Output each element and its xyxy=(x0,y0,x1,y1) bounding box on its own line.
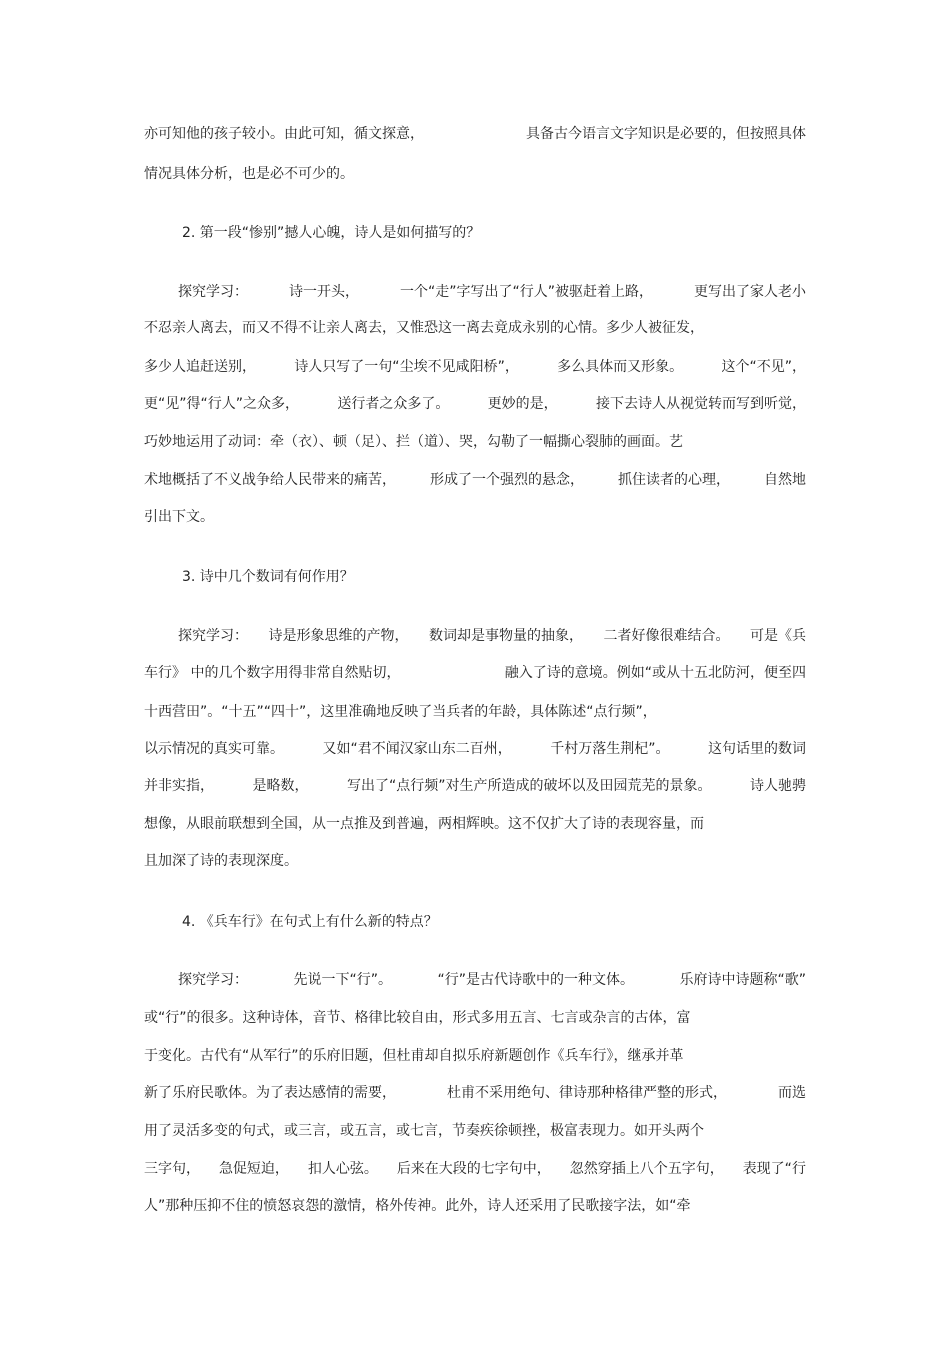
text-line xyxy=(144,739,806,759)
text-segment: 情况具体分析，也是必不可少的。 xyxy=(144,166,354,182)
text-segment: 术地概括了不义战争给人民带来的痛苦， xyxy=(144,472,396,488)
text-segment: 引出下文。 xyxy=(144,509,214,525)
text-segment: 表现了“行 xyxy=(742,1161,806,1177)
text-segment: 二者好像很难结合。 xyxy=(603,628,730,644)
text-segment: 这句话里的数词 xyxy=(707,741,806,757)
text-segment: 接下去诗人从视觉转而写到听觉， xyxy=(596,396,806,412)
text-line xyxy=(178,282,806,302)
text-line xyxy=(144,507,806,527)
text-segment: 此外， xyxy=(445,1198,488,1214)
text-segment: 多少人追赶送别， xyxy=(144,359,256,375)
text-line xyxy=(144,1121,806,1141)
text-line xyxy=(144,357,806,377)
text-segment: 探究学习： xyxy=(178,284,248,300)
text-line xyxy=(144,164,806,184)
text-segment: 自然地 xyxy=(764,472,806,488)
text-segment: 十西营田”。“十五”“四十”，这里准确地反映了当兵者的年龄，具体陈述“点行频”， xyxy=(144,704,657,720)
text-segment: 探究学习： xyxy=(178,628,248,644)
text-segment: 亦可知他的孩子较小。由此可知，循文探意， xyxy=(144,126,424,142)
text-line xyxy=(144,1196,806,1216)
text-line xyxy=(178,970,806,990)
text-segment: 更写出了家人老小 xyxy=(693,284,806,300)
text-line xyxy=(144,124,806,144)
text-segment: 抓住读者的心理， xyxy=(618,472,730,488)
text-segment: 忽然穿插上八个五字句， xyxy=(569,1161,724,1177)
text-line xyxy=(144,432,806,452)
text-line xyxy=(144,663,806,683)
text-segment: 而选 xyxy=(778,1085,806,1101)
text-line xyxy=(178,626,806,646)
text-segment: 巧妙地运用了动词：牵（衣）、顿（足）、拦（道）、哭，勾勒了一幅撕心裂肺的画面。艺 xyxy=(144,434,683,450)
section-heading: 4. 《兵车行》在句式上有什么新的特点？ xyxy=(182,914,438,930)
text-segment: 是略数， xyxy=(252,778,309,794)
text-segment: 形成了一个强烈的悬念， xyxy=(430,472,584,488)
text-segment: 并非实指， xyxy=(144,778,214,794)
text-line xyxy=(144,1046,806,1066)
text-segment: 更“见”得“行人”之众多， xyxy=(144,396,300,412)
text-segment: 先说一下“行”。 xyxy=(293,972,392,988)
text-segment: 可是《兵 xyxy=(750,628,806,644)
text-line xyxy=(144,318,806,338)
text-segment: 或“行”的很多。这种诗体，音节、格律比较自由，形式多用五言、七言或杂言的古体，富 xyxy=(144,1010,691,1026)
text-segment: 诗人驰骋 xyxy=(749,778,806,794)
text-segment: 后来在大段的七字句中， xyxy=(396,1161,551,1177)
text-segment: 扣人心弦。 xyxy=(307,1161,378,1177)
text-segment: 写出了“点行频”对生产所造成的破坏以及田园荒芜的景象。 xyxy=(346,778,712,794)
text-segment: 且加深了诗的表现深度。 xyxy=(144,853,298,869)
text-segment: 多么具体而又形象。 xyxy=(557,359,684,375)
text-line xyxy=(144,851,806,871)
text-segment: 三字句， xyxy=(144,1161,200,1177)
text-segment: 诗人只写了一句“尘埃不见咸阳桥”， xyxy=(294,359,519,375)
text-line xyxy=(144,776,806,796)
text-segment: 乐府诗中诗题称“歌” xyxy=(679,972,806,988)
text-segment: 车行》 中的几个数字用得非常自然贴切， xyxy=(144,665,401,681)
text-segment: 更妙的是， xyxy=(487,396,558,412)
text-line xyxy=(144,1008,806,1028)
text-segment: 急促短迫， xyxy=(218,1161,289,1177)
section-heading: 2. 第一段“惨别”撼人心魄，诗人是如何描写的？ xyxy=(182,225,481,241)
text-segment: 新了乐府民歌体。为了表达感情的需要， xyxy=(144,1085,396,1101)
text-segment: 探究学习： xyxy=(178,972,248,988)
text-segment: 融入了诗的意境。例如“或从十五北防河，便至四 xyxy=(504,665,806,681)
text-line xyxy=(144,1083,806,1103)
text-segment: 具备古今语言文字知识是必要的，但按照具体 xyxy=(526,126,806,142)
text-segment: “行”是古代诗歌中的一种文体。 xyxy=(437,972,634,988)
text-segment: 这个“不见”， xyxy=(721,359,806,375)
text-segment: 送行者之众多了。 xyxy=(337,396,450,412)
text-segment: 想像，从眼前联想到全国，从一点推及到普遍，两相辉映。这不仅扩大了诗的表现容量，而 xyxy=(144,816,704,832)
text-segment: 用了灵活多变的句式，或三言，或五言，或七言，节奏疾徐顿挫，极富表现力。如开头两个 xyxy=(144,1123,704,1139)
text-line xyxy=(144,394,806,414)
text-line xyxy=(144,814,806,834)
text-segment: 以示情况的真实可靠。 xyxy=(144,741,284,757)
section-heading: 3. 诗中几个数词有何作用？ xyxy=(182,569,354,585)
text-segment: 诗是形象思维的产物， xyxy=(268,628,409,644)
text-segment: 千村万落生荆杞”。 xyxy=(550,741,670,757)
text-segment: 诗一开头， xyxy=(288,284,359,300)
text-segment: 数词却是事物量的抽象， xyxy=(429,628,583,644)
text-line xyxy=(144,1159,806,1179)
text-segment: 人”那种压抑不住的愤怒哀怨的激情，格外传神。 xyxy=(144,1198,446,1214)
text-line xyxy=(144,470,806,490)
text-segment: 又如“君不闻汉家山东二百州， xyxy=(322,741,512,757)
text-segment: 杜甫不采用绝句、律诗那种格律严整的形式， xyxy=(447,1085,727,1101)
text-segment: 不忍亲人离去，而又不得不让亲人离去，又惟恐这一离去竟成永别的心情。多少人被征发， xyxy=(144,320,704,336)
text-segment: 于变化。古代有“从军行”的乐府旧题，但杜甫却自拟乐府新题创作《兵车行》，继承并革 xyxy=(144,1048,684,1064)
text-segment: 一个“走”字写出了“行人”被驱赶着上路， xyxy=(399,284,653,300)
text-segment: 诗人还采用了民歌接字法，如“牵 xyxy=(487,1198,691,1214)
text-line xyxy=(144,702,806,722)
